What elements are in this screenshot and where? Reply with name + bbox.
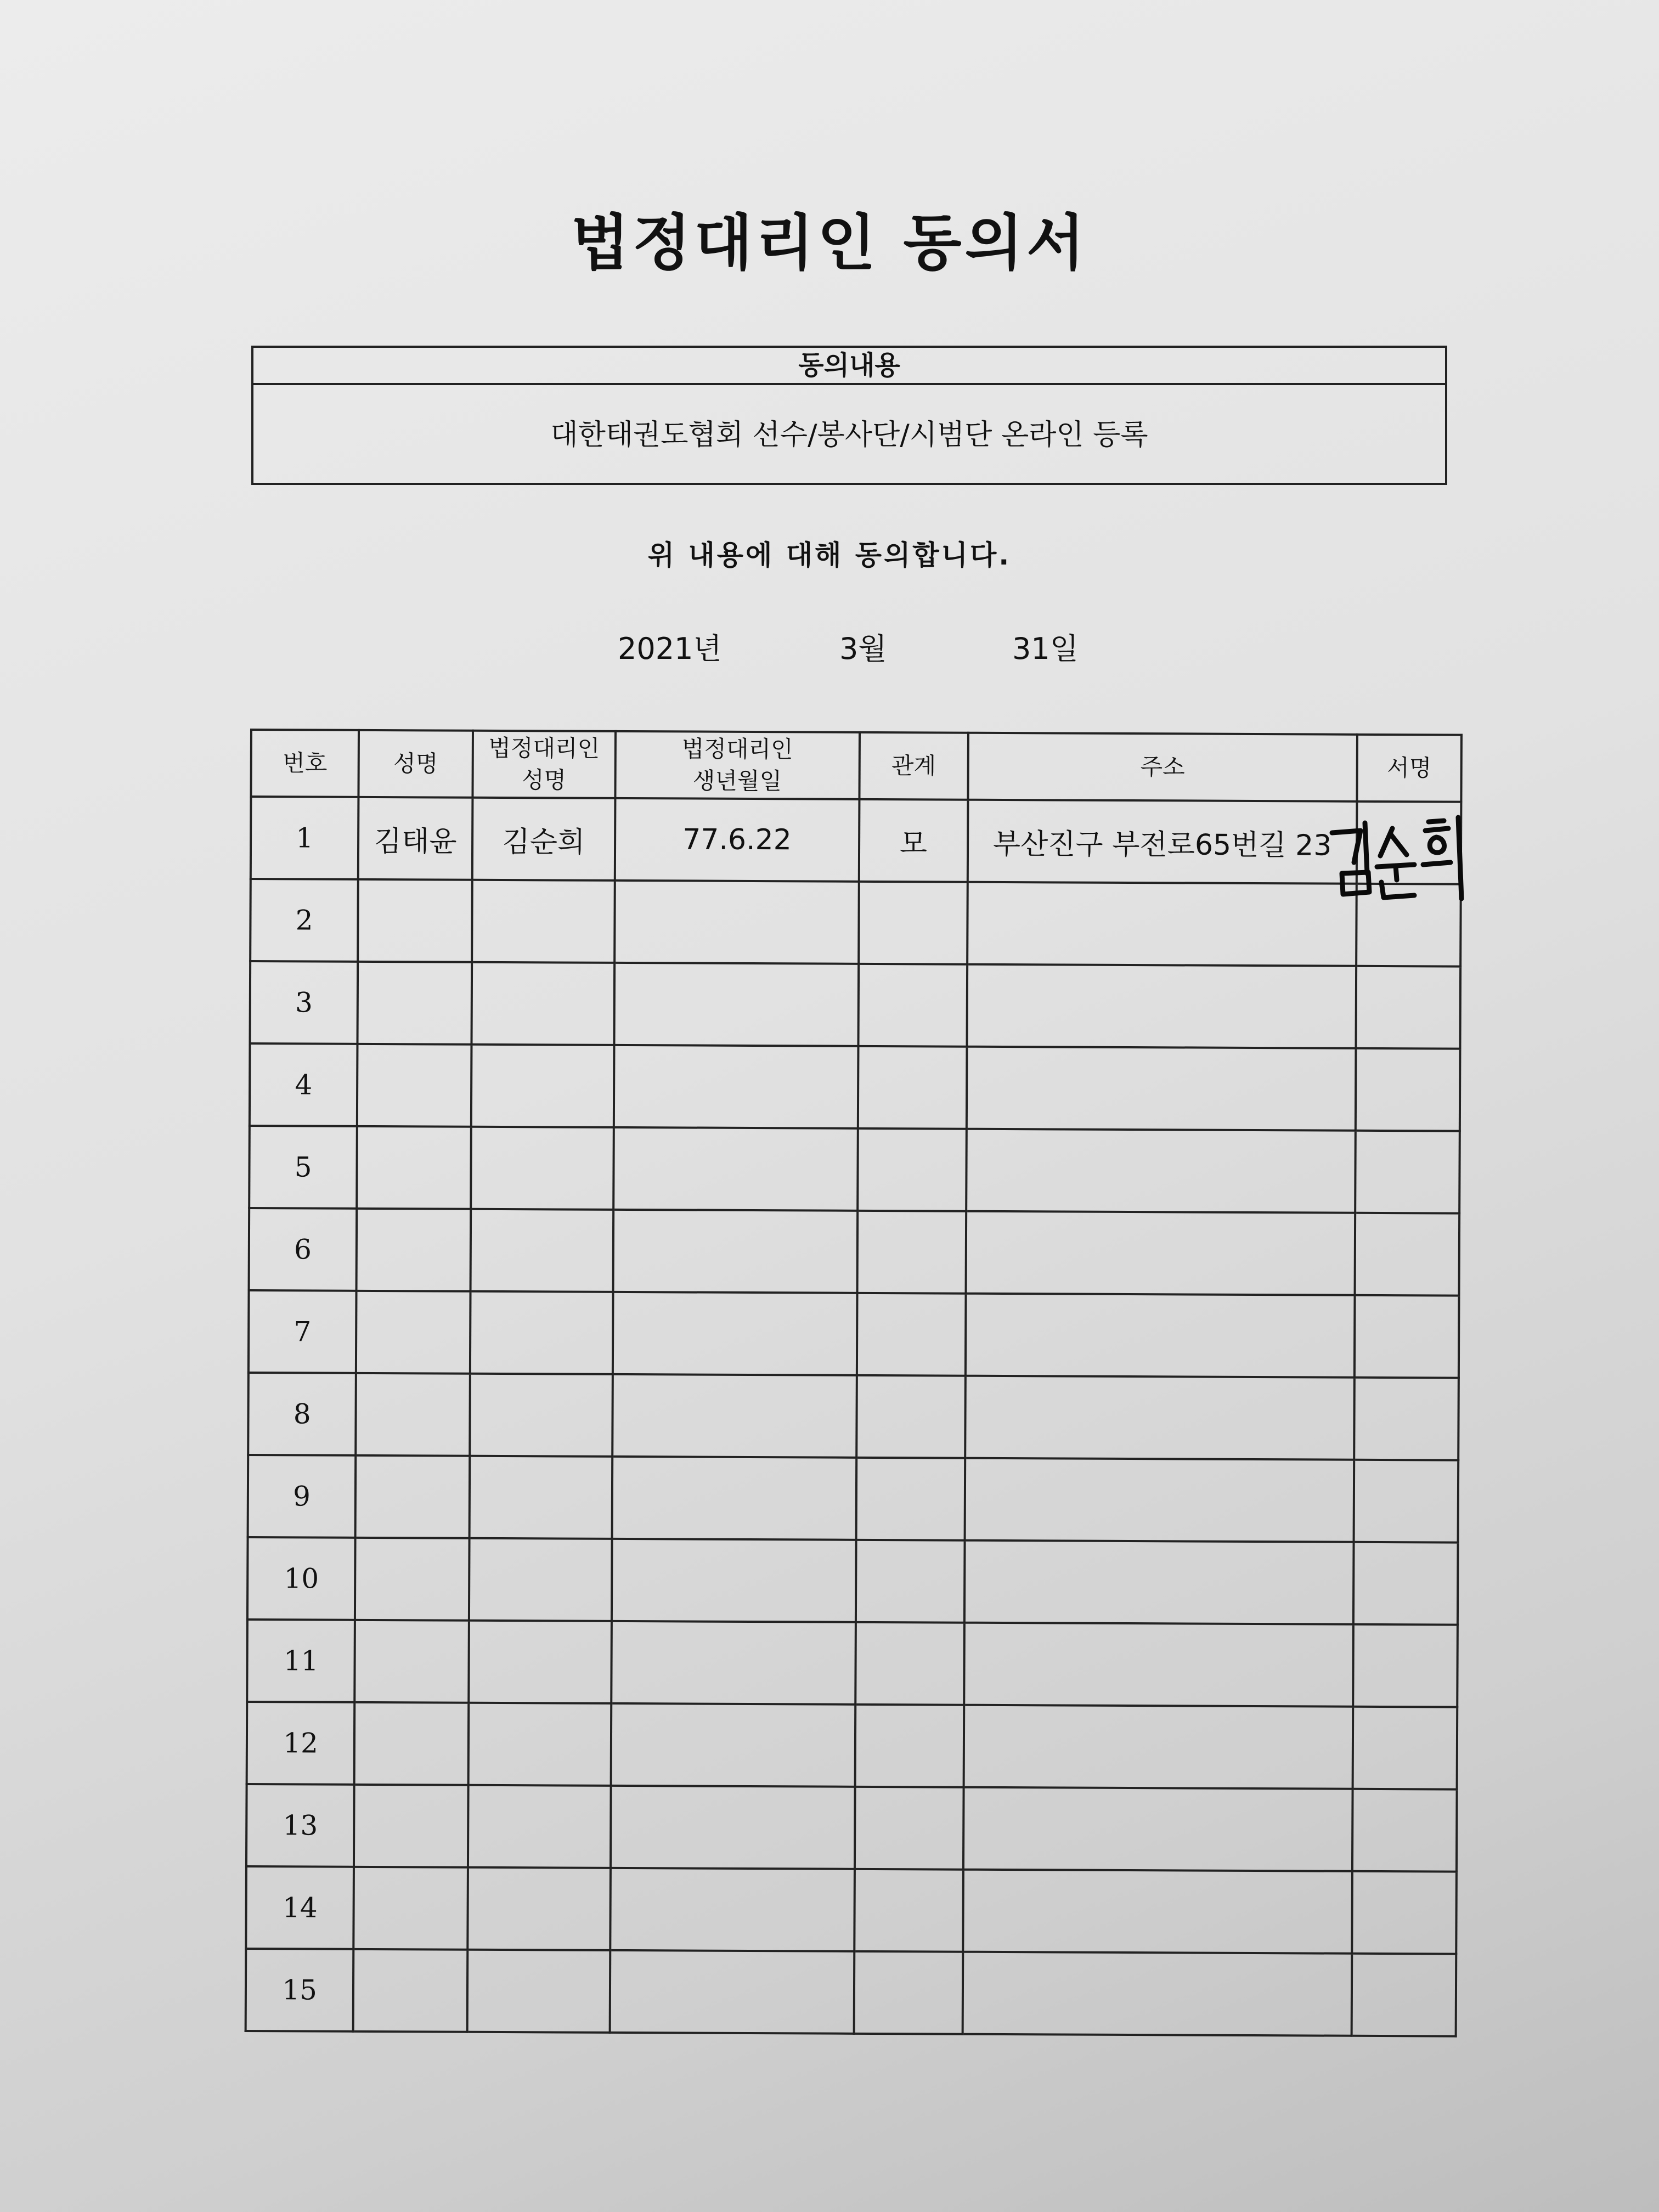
cell-name — [357, 1209, 471, 1291]
header-guardian-dob-line1: 법정대리인 — [681, 735, 793, 763]
header-number: 번호 — [251, 730, 359, 797]
cell-number: 11 — [247, 1620, 355, 1702]
cell-signature — [1354, 1378, 1458, 1460]
cell-guardian-dob — [611, 1621, 856, 1705]
cell-guardian-name — [471, 1045, 614, 1127]
cell-guardian-dob — [613, 1292, 857, 1375]
cell-address — [967, 882, 1357, 966]
table-row — [250, 1043, 1460, 1131]
cell-guardian-dob — [610, 1950, 855, 2034]
cell-relation: 모 — [859, 799, 968, 882]
cell-address — [964, 1623, 1353, 1707]
header-relation: 관계 — [859, 732, 968, 800]
cell-guardian-name — [469, 1621, 612, 1703]
table-row — [246, 1866, 1457, 1954]
header-guardian-name-line2: 성명 — [521, 766, 567, 794]
cell-guardian-name — [471, 962, 614, 1045]
handwritten-signature — [1327, 812, 1469, 905]
cell-guardian-dob — [611, 1786, 855, 1869]
cell-name — [356, 1373, 470, 1456]
cell-guardian-dob — [614, 881, 859, 964]
cell-name: 김태윤 — [358, 797, 472, 880]
table-row — [246, 1949, 1457, 2036]
cell-number: 9 — [248, 1455, 356, 1538]
cell-name — [354, 1785, 468, 1867]
cell-name — [356, 1291, 470, 1374]
cell-relation — [856, 1458, 964, 1541]
cell-signature — [1355, 1213, 1459, 1296]
cell-guardian-name — [468, 1785, 611, 1868]
cell-name — [354, 1702, 469, 1785]
table-row — [249, 1126, 1460, 1214]
cell-guardian-name — [469, 1456, 612, 1539]
cell-number: 6 — [249, 1208, 357, 1291]
cell-relation — [855, 1787, 963, 1870]
cell-number: 14 — [246, 1866, 354, 1949]
cell-number: 5 — [249, 1126, 357, 1209]
cell-address — [963, 1705, 1353, 1789]
consent-content-box — [251, 346, 1447, 485]
table-row — [247, 1702, 1458, 1790]
table-row — [250, 961, 1460, 1049]
cell-guardian-name — [471, 1127, 614, 1210]
table-row — [249, 1208, 1460, 1296]
cell-signature — [1353, 1624, 1457, 1707]
cell-guardian-dob — [611, 1703, 855, 1787]
cell-name — [354, 1867, 468, 1950]
cell-relation — [858, 1046, 967, 1129]
cell-guardian-name — [469, 1538, 612, 1621]
cell-number: 15 — [246, 1949, 354, 2032]
cell-guardian-name — [470, 1374, 613, 1457]
cell-signature — [1353, 1707, 1457, 1790]
guardian-roster-table — [245, 729, 1463, 2038]
cell-number: 3 — [250, 961, 358, 1044]
header-guardian-name-line1: 법정대리인 — [488, 734, 600, 762]
cell-relation — [855, 1622, 964, 1705]
cell-guardian-dob — [613, 1210, 857, 1293]
cell-name — [355, 1620, 469, 1703]
cell-name — [356, 1455, 470, 1538]
cell-guardian-dob — [612, 1457, 856, 1540]
cell-signature — [1356, 966, 1460, 1049]
cell-address — [962, 1952, 1352, 2036]
header-address: 주소 — [968, 733, 1357, 802]
cell-signature — [1355, 1131, 1459, 1214]
cell-address — [966, 1211, 1355, 1295]
cell-number: 10 — [247, 1537, 356, 1620]
header-name: 성명 — [359, 730, 473, 798]
cell-guardian-dob — [613, 1127, 858, 1211]
header-signature: 서명 — [1357, 735, 1462, 802]
cell-signature — [1355, 1295, 1459, 1378]
cell-address — [963, 1870, 1352, 1954]
cell-relation — [856, 1375, 965, 1458]
header-guardian-dob — [615, 731, 860, 799]
cell-address: 부산진구 부전로65번길 23 — [968, 800, 1357, 884]
cell-relation — [854, 1951, 963, 2034]
cell-signature — [1352, 1789, 1457, 1872]
cell-guardian-dob: 77.6.22 — [615, 798, 860, 882]
header-guardian-dob-line2: 생년월일 — [692, 767, 782, 795]
cell-number: 7 — [249, 1290, 357, 1373]
cell-relation — [857, 1293, 966, 1376]
cell-signature — [1353, 1542, 1458, 1625]
header-guardian-name — [472, 731, 616, 798]
cell-relation — [858, 964, 967, 1047]
cell-address — [964, 1541, 1354, 1624]
table-row — [250, 879, 1461, 967]
cell-guardian-dob — [614, 963, 859, 1046]
cell-signature — [1352, 1954, 1456, 2036]
cell-address — [967, 1047, 1356, 1131]
table-body — [246, 797, 1462, 2036]
date-day: 31일 — [1012, 631, 1079, 666]
cell-address — [966, 1129, 1356, 1213]
cell-name — [358, 879, 472, 962]
cell-number: 4 — [250, 1043, 358, 1126]
cell-number: 13 — [246, 1784, 354, 1867]
cell-guardian-dob — [612, 1374, 857, 1458]
date-month: 3월 — [839, 631, 887, 666]
cell-number: 12 — [247, 1702, 355, 1785]
cell-guardian-dob — [610, 1868, 855, 1951]
cell-guardian-name — [468, 1703, 611, 1786]
cell-relation — [854, 1869, 963, 1952]
cell-address — [965, 1376, 1355, 1460]
cell-name — [357, 1044, 471, 1127]
cell-relation — [859, 882, 967, 964]
cell-guardian-name: 김순희 — [472, 798, 616, 881]
cell-signature — [1352, 1871, 1456, 1954]
cell-address — [963, 1787, 1353, 1871]
cell-guardian-name — [467, 1867, 611, 1950]
consent-content-header: 동의내용 — [253, 348, 1445, 385]
consent-content-body: 대한태권도협회 선수/봉사단/시범단 온라인 등록 — [550, 419, 1148, 452]
table-row — [247, 1620, 1458, 1707]
cell-guardian-name — [467, 1950, 610, 2033]
table-row — [249, 1290, 1459, 1378]
table-row — [248, 1373, 1459, 1460]
cell-address — [967, 964, 1356, 1048]
table-row — [247, 1537, 1458, 1625]
table-row — [248, 1455, 1459, 1543]
cell-guardian-name — [470, 1291, 613, 1374]
cell-guardian-name — [470, 1209, 613, 1292]
cell-name — [355, 1538, 469, 1621]
cell-signature — [1356, 1048, 1460, 1131]
cell-number: 2 — [250, 879, 358, 962]
cell-name — [358, 962, 472, 1045]
document-title: 법정대리인 동의서 — [571, 208, 1088, 278]
cell-name — [353, 1949, 467, 2032]
cell-relation — [856, 1540, 964, 1623]
table-row — [251, 797, 1462, 884]
cell-address — [966, 1294, 1355, 1378]
table-header-row — [251, 730, 1462, 802]
cell-relation — [857, 1211, 966, 1294]
cell-guardian-name — [472, 880, 615, 963]
cell-relation — [857, 1128, 966, 1211]
table-row — [246, 1784, 1457, 1872]
cell-address — [964, 1458, 1354, 1542]
agreement-statement: 위 내용에 대해 동의합니다. — [647, 539, 1012, 571]
cell-signature — [1354, 1460, 1458, 1543]
cell-number: 8 — [248, 1373, 356, 1455]
cell-guardian-dob — [612, 1539, 856, 1622]
cell-relation — [855, 1705, 963, 1787]
date-year: 2021년 — [618, 631, 722, 666]
cell-name — [357, 1126, 471, 1209]
cell-number: 1 — [251, 797, 359, 879]
cell-guardian-dob — [614, 1045, 859, 1128]
